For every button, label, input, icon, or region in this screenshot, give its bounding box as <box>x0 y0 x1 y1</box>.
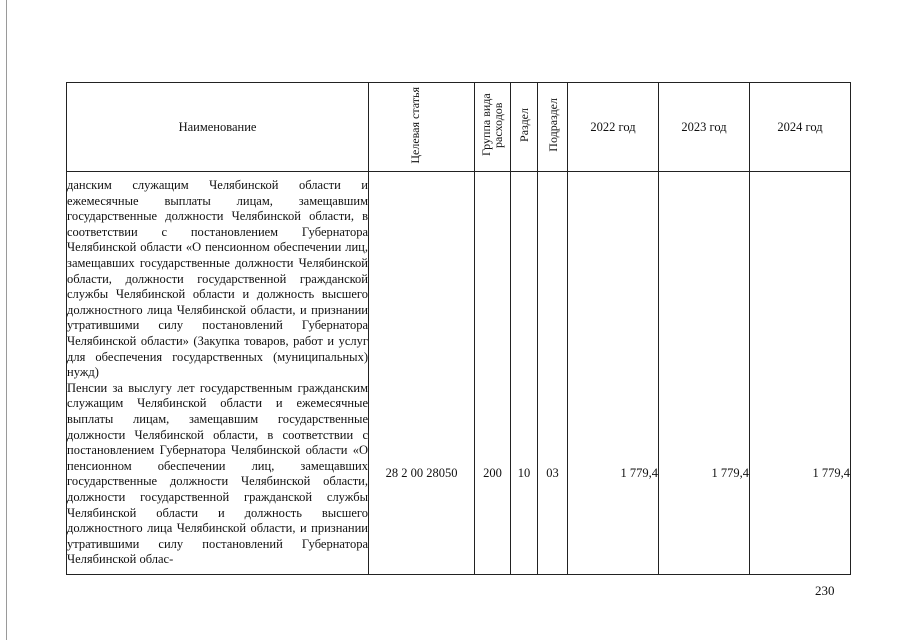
header-2023: 2023 год <box>659 83 750 172</box>
header-section: Раздел <box>511 83 538 172</box>
row-amount-2023: 1 779,4 <box>659 172 750 575</box>
header-2022: 2022 год <box>568 83 659 172</box>
header-subsection: Подраздел <box>538 83 568 172</box>
row-amount-2022: 1 779,4 <box>568 172 659 575</box>
row-subsection: 03 <box>538 172 568 575</box>
header-2024: 2024 год <box>750 83 851 172</box>
scan-edge-line <box>6 0 7 640</box>
row-name-cell <box>67 172 369 575</box>
budget-table <box>66 82 851 575</box>
page-number: 230 <box>815 583 835 598</box>
table-row <box>67 172 851 575</box>
row-expense-group: 200 <box>475 172 511 575</box>
row-section: 10 <box>511 172 538 575</box>
row-name-part2: Пенсии за выслугу лет государственным гражданским служащим Челябинской области и ежемесячные выплаты лицам, замещавшим государственные должности Челябинской области, в соответствии с постановлением Губернатора Челябинской области «О пенсионном обеспечении лиц, замещавших государственные должности Челябинской области, должности государственной гражданской службы Челябинской области и должность высшего должностного лица Челябинской области, и признании утратившими силу постановлений Губернатора Челябинской облас- <box>67 380 368 567</box>
row-amount-2024: 1 779,4 <box>750 172 851 575</box>
row-name-part1: данским служащим Челябинской области и ежемесячные выплаты лицам, замещавшим государственные должности Челябинской области, в соответствии с постановлением Губернатора Челябинской области «О пенсионном обеспечении лиц, замещавших государственные должности Челябинской области, должности государственной гражданской службы Челябинской области и должность высшего должностного лица Челябинской области, и признании утратившими силу постановлений Губернатора Челябинской области» (Закупка товаров, работ и услуг для обеспечения государственных (муниципальных) нужд) <box>67 178 368 380</box>
row-target-article: 28 2 00 28050 <box>369 172 475 575</box>
header-target-article: Целевая статья <box>369 83 475 172</box>
header-expense-group: Группа вида расходов <box>475 83 511 172</box>
header-name: Наименование <box>67 83 369 172</box>
table-header-row <box>67 83 851 172</box>
